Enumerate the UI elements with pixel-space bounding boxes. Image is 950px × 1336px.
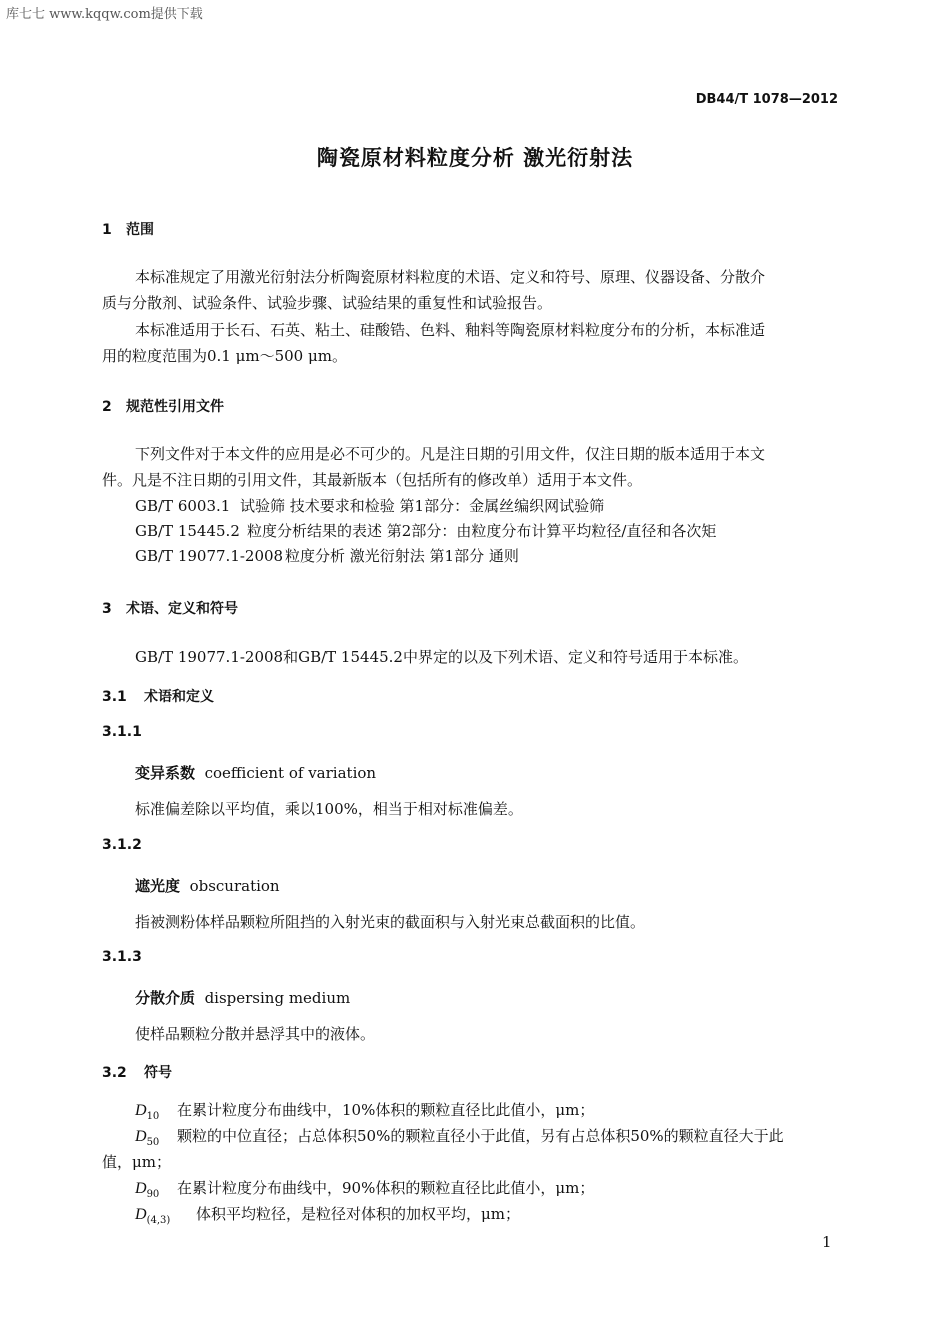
subsection-3-1-heading (102, 686, 214, 706)
reference-code: GB/T 15445.2 (135, 522, 240, 540)
section-number: 1 (102, 222, 112, 238)
reference-item (135, 545, 519, 566)
subsection-title: 术语和定义 (144, 689, 214, 705)
term-english: coefficient of variation (204, 764, 377, 782)
symbol-description: 体积平均粒径，是粒径对体积的加权平均，μm； (196, 1205, 520, 1223)
paragraph-line: 下列文件对于本文件的应用是必不可少的。凡是注日期的引用文件，仅注日期的版本适用于本文 (135, 445, 766, 463)
subsection-number: 3.1 (102, 689, 127, 705)
section-3-heading (102, 598, 238, 618)
paragraph-line: 件。凡是不注日期的引用文件，其最新版本（包括所有的修改单）适用于本文件。 (102, 471, 643, 489)
symbol-subscript: 50 (146, 1137, 160, 1148)
paragraph-line: 本标准规定了用激光衍射法分析陶瓷原材料粒度的术语、定义和符号、原理、仪器设备、分散介 (135, 268, 766, 286)
page-number: 1 (822, 1233, 832, 1251)
subsection-3-2-heading (102, 1062, 172, 1082)
paragraph-line: 质与分散剂、试验条件、试验步骤、试验结果的重复性和试验报告。 (102, 294, 553, 312)
symbol-subscript: 10 (146, 1111, 160, 1122)
symbol-entry (135, 1177, 594, 1200)
symbol-description-continued: 值，μm； (102, 1153, 171, 1171)
symbol-base: D (135, 1128, 147, 1145)
paragraph-line: 本标准适用于长石、石英、粘土、硅酸锆、色料、釉料等陶瓷原材料粒度分布的分析，本标准适 (135, 321, 766, 339)
watermark: 库七七 www.kqqw.com提供下载 (6, 7, 203, 22)
term-definition: 使样品颗粒分散并悬浮其中的液体。 (135, 1025, 376, 1043)
term-definition: 指被测粉体样品颗粒所阻挡的入射光束的截面积与入射光束总截面积的比值。 (135, 913, 646, 931)
reference-title: 粒度分析 激光衍射法 第1部分 通则 (285, 547, 519, 565)
symbol-description: 在累计粒度分布曲线中，90%体积的颗粒直径比此值小，μm； (177, 1179, 595, 1197)
section-title: 范围 (126, 222, 154, 238)
section-number: 2 (102, 399, 112, 415)
reference-code: GB/T 19077.1-2008 (135, 547, 284, 565)
subsection-title: 符号 (144, 1065, 172, 1081)
clause-number: 3.1.3 (102, 949, 142, 965)
section-title: 规范性引用文件 (126, 399, 224, 415)
section-2-heading (102, 396, 224, 416)
document-title: 陶瓷原材料粒度分析 激光衍射法 (316, 146, 634, 170)
symbol-base: D (135, 1206, 147, 1223)
symbol-subscript: 90 (146, 1189, 160, 1200)
symbol-base: D (135, 1180, 147, 1197)
term-english: dispersing medium (204, 989, 351, 1007)
symbol-subscript: (4,3) (146, 1215, 171, 1226)
reference-title: 粒度分析结果的表述 第2部分：由粒度分布计算平均粒径/直径和各次矩 (247, 522, 717, 540)
reference-item (135, 495, 604, 516)
term-chinese: 遮光度 (135, 877, 181, 895)
symbol-entry (135, 1099, 594, 1122)
symbol-description: 颗粒的中位直径；占总体积50%的颗粒直径小于此值，另有占总体积50%的颗粒直径大于此 (177, 1127, 784, 1145)
symbol-base: D (135, 1102, 147, 1119)
clause-number: 3.1.2 (102, 837, 142, 853)
term-entry (135, 762, 376, 783)
paragraph-line: 用的粒度范围为0.1 μm～500 μm。 (102, 347, 347, 365)
section-number: 3 (102, 601, 112, 617)
symbol-entry (135, 1203, 520, 1226)
term-definition: 标准偏差除以平均值，乘以100%，相当于相对标准偏差。 (135, 800, 523, 818)
clause-number: 3.1.1 (102, 724, 142, 740)
subsection-number: 3.2 (102, 1065, 127, 1081)
standard-code: DB44/T 1078—2012 (695, 92, 838, 107)
term-entry (135, 987, 350, 1008)
reference-item (135, 520, 716, 541)
term-chinese: 分散介质 (135, 989, 196, 1007)
term-entry (135, 875, 280, 896)
term-english: obscuration (189, 877, 280, 895)
reference-title: 试验筛 技术要求和检验 第1部分：金属丝编织网试验筛 (240, 497, 605, 515)
section-title: 术语、定义和符号 (126, 601, 238, 617)
section-1-heading (102, 219, 154, 239)
symbol-entry (135, 1125, 784, 1148)
symbol-description: 在累计粒度分布曲线中，10%体积的颗粒直径比此值小，μm； (177, 1101, 595, 1119)
term-chinese: 变异系数 (135, 764, 196, 782)
paragraph-line: GB/T 19077.1-2008和GB/T 15445.2中界定的以及下列术语、定义和符号适用于本标准。 (135, 648, 748, 666)
reference-code: GB/T 6003.1 (135, 497, 231, 515)
